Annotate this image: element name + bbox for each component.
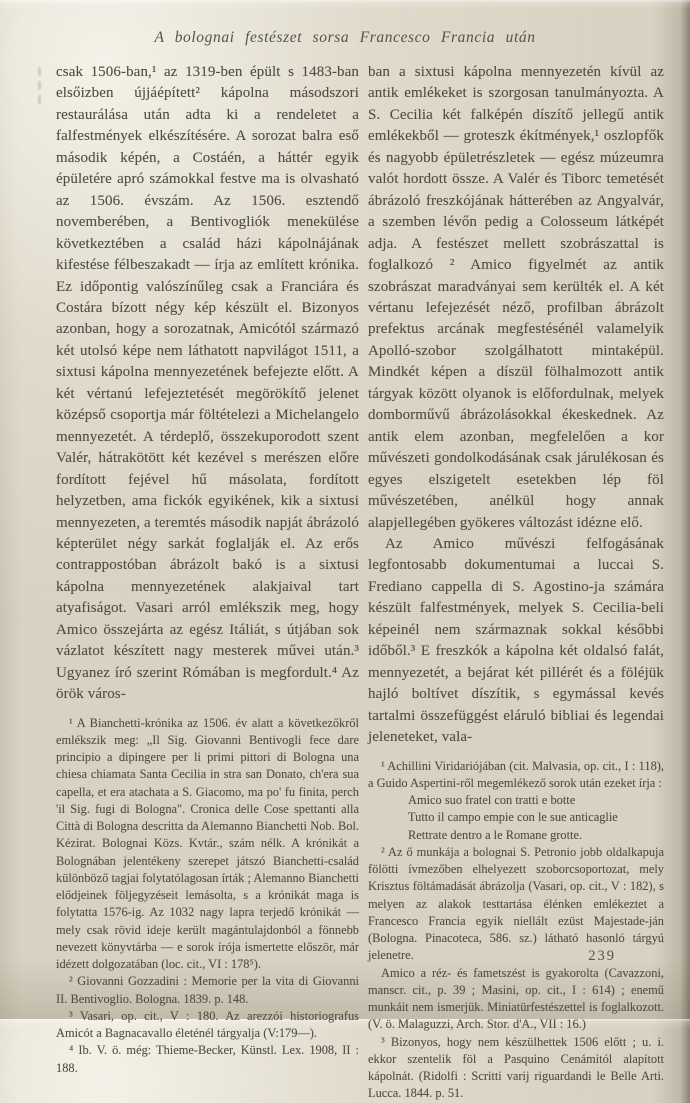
- right-column-paragraph-1: ban a sixtusi kápolna mennyezetén kívül az antik emlékeket is szorgosan tanulmányozta. A S. Cecilia két falképén díszítő jellegű antik emlékekből — groteszk ékítmények,¹ oszlopfők és nagyobb épületrészletek — egész múzeumra valót hordott össze. A Valér és Tiborc temetését ábrázoló freszkójának hátterében az Angyalvár, a szemben lévőn pedig a Colosseum látképét adja. A festészet mellett szobrászattal is foglalkozó ² Amico figyelmét az antik szobrászat maradványai sem kerülték el. A két vértanu lefejezését néző, profilban ábrázolt prefektus arcának megfestésénél valamelyik Apolló-szobor szolgálhatott mintaképül. Mindkét képen a díszül fölhalmozott antik tárgyak között olyanok is előfordulnak, melyek domborművű ábrázolásokkal ékeskednek. Az antik elem azonban, megfelelően a kor művészeti gondolkodásának csak járulékosan és egyes elszigetelt esetekben lép föl művészetében, anélkül hogy annak alapjellegében gyökeres változást idézne elő.: [368, 64, 664, 531]
- footnote-verse: [408, 792, 664, 844]
- footnote-1: ¹ A Bianchetti-krónika az 1506. év alatt a következőkről emlékszik meg: „Il Sig. Giovanni Bentivogli fece dare principio a dipingere per li primi pittori di Bologna una chiesa chiamata Santa Cecilia in stra san Donato, ch'era sua capella, et era atachata a S. Giacomo, ma po' fu finita, perch 'il Sig. fugi di Bologna". Cronica delle Cose spettanti alla Città di Bologna descritta da Alemanno Bianchetti Nob. Bol. Kézirat. Bolognai Közs. Kvtár., szám nélk. A krónikát a Bolognában jelentékeny szerepet játszó Bianchetti-család különböző tagjai folytatólagosan írták ; Alemanno Bianchetti elődjeinek följegyzéseit lemásolta, s a krónikát maga is folytatta 1576-ig. Az 1032 nagy lapra terjedő krónikát — mely csak rövid ideje került magántulajdonból a fönnebb nevezett könyvtárba — e sorok írója ismertette először, már idézett dolgozatában (loc. cit., VI : 178⁵).: [56, 715, 359, 972]
- footnote-2: ² Az ő munkája a bolognai S. Petronio jobb oldalkapuja fölötti ívmezőben elhelyezett szoborcsoportozat, mely Krisztus föltámadását ábrázolja (Vasari, op. cit., V : 182), s melyen az alakok testtartása élénken emlékeztet a Francesco Francia egyik niellált ezüst Majestade-ján (Bologna. Pinacoteca, 586. sz.) látható hasonló tárgyú jelenetre.: [368, 844, 664, 963]
- footnote-2: ² Giovanni Gozzadini : Memorie per la vita di Giovanni II. Bentivoglio. Bologna. 1839. p. 148.: [56, 974, 359, 1006]
- verse-line-2: Tutto il campo empie con le sue anticaglie: [408, 810, 618, 825]
- footnote-3: ³ Bizonyos, hogy nem készülhettek 1506 előtt ; u. i. ekkor szentelik föl a Pasquino Cenámitól alapított kápolnát. (Ridolfi : Scritti varij riguardandi le Belle Arti. Lucca. 1844. p. 51.: [368, 1034, 664, 1101]
- verse-line-1: Amico suo fratel con tratti e botte: [408, 793, 576, 807]
- right-column: [368, 62, 664, 1103]
- footnote-4: ⁴ Ib. V. ö. még: Thieme-Becker, Künstl. Lex. 1908, II : 188.: [56, 1043, 359, 1075]
- text-columns: [56, 62, 664, 1103]
- page-number: 239: [588, 948, 616, 964]
- footnote-2-continuation: Amico a réz- és fametszést is gyakorolta (Cavazzoni, manscr. cit., p. 39 ; Masini, op. cit., I : 614) ; enemű munkáit nem ismerjük. Miniatürfestészettel is foglalkozott. (V. ö. Malaguzzi, Arch. Stor. d'A., VII : 16.): [368, 965, 664, 1032]
- right-column-paragraph-2: Az Amico művészi felfogásának legfontosabb dokumentumai a luccai S. Frediano cappella di S. Agostino-ja számára készült falfestmények, melyek S. Cecilia-beli képeinél nem származnak sokkal későbbi időből.³ E freszkók a kápolna két oldalsó falát, mennyezetét, a bejárat két pillérét és a föléjük hajló boltívet díszítik, s egymással kevés tartalmi összefüggést eláruló bibliai és legendai jeleneteket, vala-: [368, 535, 664, 746]
- footnote-1-intro: ¹ Achillini Viridariójában (cit. Malvasia, op. cit., I : 118), a Guido Aspertini-ről megemlékező sorok után ezeket írja :: [368, 758, 664, 790]
- margin-smudge: [36, 64, 44, 114]
- running-head: A bolognai festészet sorsa Francesco Francia után: [154, 29, 536, 46]
- left-column-body: csak 1506-ban,¹ az 1319-ben épült s 1483-ban elsőizben újjáépített² kápolna másodszori restaurálása után adta ki a rendeletet a falfestmények elkészítésére. A sorozat balra eső második képén, a Costáén, a háttér egyik épületére apró számokkal festve ma is olvasható az 1506. évszám. Az 1506. esztendő novemberében, a Bentivogliók menekülése következtében a család házi kápolnájának kifestése félbeszakadt — írja az említett krónika. Ez időpontig valószínűleg csak a Franciára és Costára bízott négy kép készült el. Bizonyos azonban, hogy a sorozatnak, Amicótól származó két utolsó képe nem láthatott napvilágot 1511, a sixtusi kápolna mennyezetének befejezte előtt. A két vértanú lefejeztetését megörökítő jelenet középső csoportja már föltételezi a Michelangelo mennyezetét. A térdeplő, összekuporodott szent Valér, hátrakötött két kezével s merészen előre fordított fejével hű másolata, fordított helyzetben, ama fickók egyikének, kik a sixtusi mennyezeten, a teremtés második napját ábrázoló képterület négy sarkát foglalják el. Az erős contrappostóban ábrázolt bakó is a sixtusi kápolna mennyezetének alakjaival tart atyafiságot. Vasari arról emlékszik meg, hogy Amico összejárta az egész Itáliát, s útjában sok vázlatot készített nagy mesterek művei után.³ Ugyanez író szerint Rómában is megfordult.⁴ Az örök város-: [56, 64, 359, 703]
- left-column-footnotes: [56, 715, 359, 1077]
- verse-line-3: Rettrate dentro a le Romane grotte.: [408, 827, 583, 842]
- left-column: [56, 62, 359, 1103]
- footnote-3: ³ Vasari, op. cit., V : 180. Az arezzói historiografus Amicót a Bagnacavallo életénél tárgyalja (V:179—).: [56, 1008, 359, 1041]
- right-column-footnotes: [368, 758, 664, 1103]
